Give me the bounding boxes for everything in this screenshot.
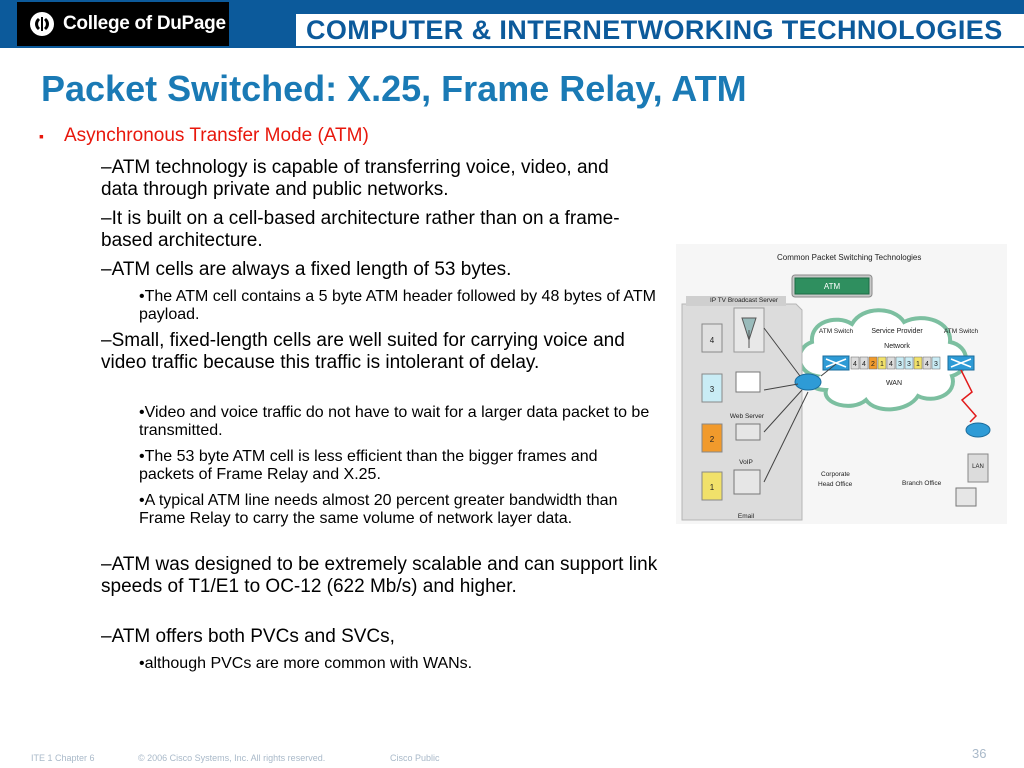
banner-text: COMPUTER & INTERNETWORKING TECHNOLOGIES <box>306 15 1003 45</box>
atm-cell-label: 1 <box>916 361 920 368</box>
stream-4-label: 4 <box>709 336 715 345</box>
voip-label: VoIP <box>739 459 753 466</box>
atm-cell-label: 4 <box>925 361 929 368</box>
atm-cell-label: 3 <box>907 361 911 368</box>
diagram-title: Common Packet Switching Technologies <box>777 253 922 262</box>
slide-title: Packet Switched: X.25, Frame Relay, ATM <box>41 68 747 109</box>
branch-computer-icon <box>956 488 976 506</box>
atm-cell-label: 4 <box>853 361 857 368</box>
subpoint-atm-header: •The ATM cell contains a 5 byte ATM header followed by 48 bytes of ATM payload. <box>139 288 656 323</box>
subpoint-bandwidth: •A typical ATM line needs almost 20 percent greater bandwidth than Frame Relay to carry the same volume of network layer data. <box>139 492 618 527</box>
college-logo <box>17 2 229 46</box>
stream-1-label: 1 <box>709 483 715 492</box>
web-server-icon <box>736 372 760 392</box>
corporate-router-icon <box>795 374 821 390</box>
iptv-server-label: IP TV Broadcast Server <box>710 297 779 304</box>
web-server-label: Web Server <box>729 413 765 420</box>
atm-label: ATM <box>823 282 841 291</box>
voip-phone-icon <box>736 424 760 440</box>
email-label: Email <box>737 513 755 520</box>
bullet-atm: Asynchronous Transfer Mode (ATM) <box>64 125 369 146</box>
atm-switch-right-label: ATM Switch <box>943 328 979 335</box>
atm-switch-left-label: ATM Switch <box>818 328 854 335</box>
atm-cell-label: 4 <box>889 361 893 368</box>
atm-cell-label: 3 <box>934 361 938 368</box>
corporate-label-2: Head Office <box>818 481 853 488</box>
bullet-marker: ▪ <box>39 128 44 144</box>
atm-cell-label: 3 <box>898 361 902 368</box>
stream-3-label: 3 <box>709 385 715 394</box>
subpoint-less-efficient: •The 53 byte ATM cell is less efficient than the bigger frames and packets of Frame Relay and X.25. <box>139 448 598 483</box>
email-computer-icon <box>734 470 760 494</box>
branch-office-label: Branch Office <box>902 480 942 487</box>
packet-switching-diagram <box>676 244 1007 524</box>
paragraph-scalable: –ATM was designed to be extremely scalable and can support link speeds of T1/E1 to OC-12 (622 Mb/s) and higher. <box>101 554 658 597</box>
paragraph-small-cells: –Small, fixed-length cells are well suited for carrying voice and video traffic because this traffic is intolerant of delay. <box>101 330 625 373</box>
footer-classification: Cisco Public <box>390 753 440 763</box>
subpoint-pvcs-common: •although PVCs are more common with WANs. <box>139 655 473 672</box>
paragraph-fixed-length: –ATM cells are always a fixed length of 53 bytes. <box>101 259 512 280</box>
footer-copyright: © 2006 Cisco Systems, Inc. All rights reserved. <box>138 753 326 763</box>
college-logo-icon <box>29 11 55 37</box>
header-bar <box>0 0 1024 48</box>
wan-label: WAN <box>885 380 903 387</box>
corporate-label-1: Corporate <box>821 471 850 478</box>
college-logo-text: College of DuPage <box>63 13 226 34</box>
paragraph-cell-based: –It is built on a cell-based architecture rather than on a frame-based architecture. <box>101 208 620 251</box>
network-label: Network <box>884 343 910 350</box>
branch-router-icon <box>966 423 990 437</box>
footer-chapter: ITE 1 Chapter 6 <box>31 753 95 763</box>
atm-cell-label: 2 <box>871 361 875 368</box>
banner <box>296 14 1024 46</box>
subpoint-no-wait: •Video and voice traffic do not have to wait for a larger data packet to be transmitted. <box>139 404 650 439</box>
atm-cell-label: 1 <box>880 361 884 368</box>
stream-2-label: 2 <box>709 435 715 444</box>
paragraph-pvcs-svcs: –ATM offers both PVCs and SVCs, <box>101 626 395 647</box>
lan-label: LAN <box>972 464 984 470</box>
atm-cell-label: 4 <box>862 361 866 368</box>
service-provider-label: Service Provider <box>871 328 923 335</box>
paragraph-atm-transfer: –ATM technology is capable of transferring voice, video, and data through private and public networks. <box>101 157 609 200</box>
page-number: 36 <box>972 746 987 761</box>
